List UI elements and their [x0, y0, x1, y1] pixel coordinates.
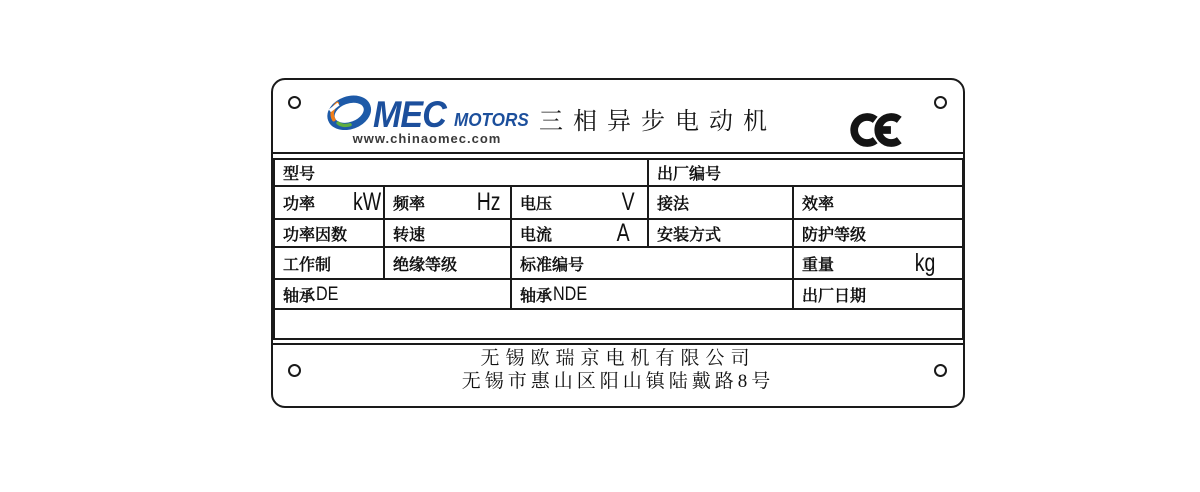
power-unit: kW	[352, 188, 381, 216]
screw-hole-top-right-icon	[934, 96, 947, 109]
cell-serial-number	[648, 159, 963, 186]
insulation-class-label: 绝缘等级	[393, 256, 458, 274]
connection-label: 接法	[657, 196, 690, 213]
logo-motors-text: MOTORS	[454, 110, 530, 130]
screw-hole-top-left-icon	[288, 96, 301, 109]
table-row	[274, 219, 963, 247]
cell-weight	[793, 247, 963, 279]
power-factor-label: 功率因数	[283, 226, 348, 244]
ce-mark-icon	[850, 111, 902, 149]
model-label: 型号	[283, 166, 316, 183]
plate-header	[273, 80, 963, 154]
company-name: 无锡欧瑞京电机有限公司	[480, 348, 756, 369]
manufacture-date-label: 出厂日期	[802, 287, 867, 305]
omec-logo-row	[327, 93, 533, 135]
duty-label: 工作制	[283, 256, 332, 274]
table-row	[274, 247, 963, 279]
cell-protection-class	[793, 219, 963, 247]
weight-unit: kg	[914, 248, 936, 277]
cell-blank	[274, 309, 963, 339]
cell-manufacture-date	[793, 279, 963, 309]
bearing-de-label: 轴承	[283, 287, 316, 305]
voltage-label: 电压	[520, 196, 553, 213]
weight-label: 重量	[802, 256, 835, 274]
current-label: 电流	[520, 226, 553, 244]
efficiency-label: 效率	[802, 196, 835, 213]
cell-power	[274, 186, 384, 219]
bearing-nde-suffix: NDE	[553, 283, 588, 305]
speed-label: 转速	[393, 226, 426, 244]
plate-footer	[273, 343, 963, 406]
motor-nameplate	[271, 78, 965, 408]
cell-model	[274, 159, 648, 186]
serial-number-label: 出厂编号	[657, 166, 722, 183]
omec-swirl-icon	[327, 93, 373, 130]
spec-table	[273, 158, 964, 340]
cell-speed	[384, 219, 511, 247]
cell-insulation-class	[384, 247, 511, 279]
table-row	[274, 309, 963, 339]
cell-connection	[648, 186, 793, 219]
bearing-de-suffix: DE	[316, 283, 339, 305]
plate-title: 三相异步电动机	[539, 109, 777, 135]
cell-standard-number	[511, 247, 793, 279]
cell-frequency	[384, 186, 511, 219]
screw-hole-bottom-right-icon	[934, 364, 947, 377]
cell-mounting	[648, 219, 793, 247]
cell-current	[511, 219, 648, 247]
screw-hole-bottom-left-icon	[288, 364, 301, 377]
bearing-nde-label: 轴承	[520, 287, 553, 305]
voltage-unit: V	[621, 188, 636, 216]
mounting-label: 安装方式	[657, 226, 722, 244]
table-row	[274, 279, 963, 309]
company-address: 无锡市惠山区阳山镇陆戴路8号	[461, 371, 775, 392]
current-unit: A	[616, 219, 631, 247]
protection-class-label: 防护等级	[802, 226, 867, 244]
table-row	[274, 159, 963, 186]
cell-bearing-de	[274, 279, 511, 309]
cell-bearing-nde	[511, 279, 793, 309]
cell-duty	[274, 247, 384, 279]
standard-number-label: 标准编号	[520, 256, 585, 274]
frequency-label: 频率	[393, 196, 426, 213]
power-label: 功率	[283, 196, 316, 213]
cell-efficiency	[793, 186, 963, 219]
frequency-unit: Hz	[477, 188, 501, 216]
logo-website: www.chinaomec.com	[352, 131, 502, 146]
logo-mec-text: MEC	[373, 94, 446, 135]
table-row	[274, 186, 963, 219]
cell-voltage	[511, 186, 648, 219]
omec-logo	[327, 93, 533, 146]
cell-power-factor	[274, 219, 384, 247]
